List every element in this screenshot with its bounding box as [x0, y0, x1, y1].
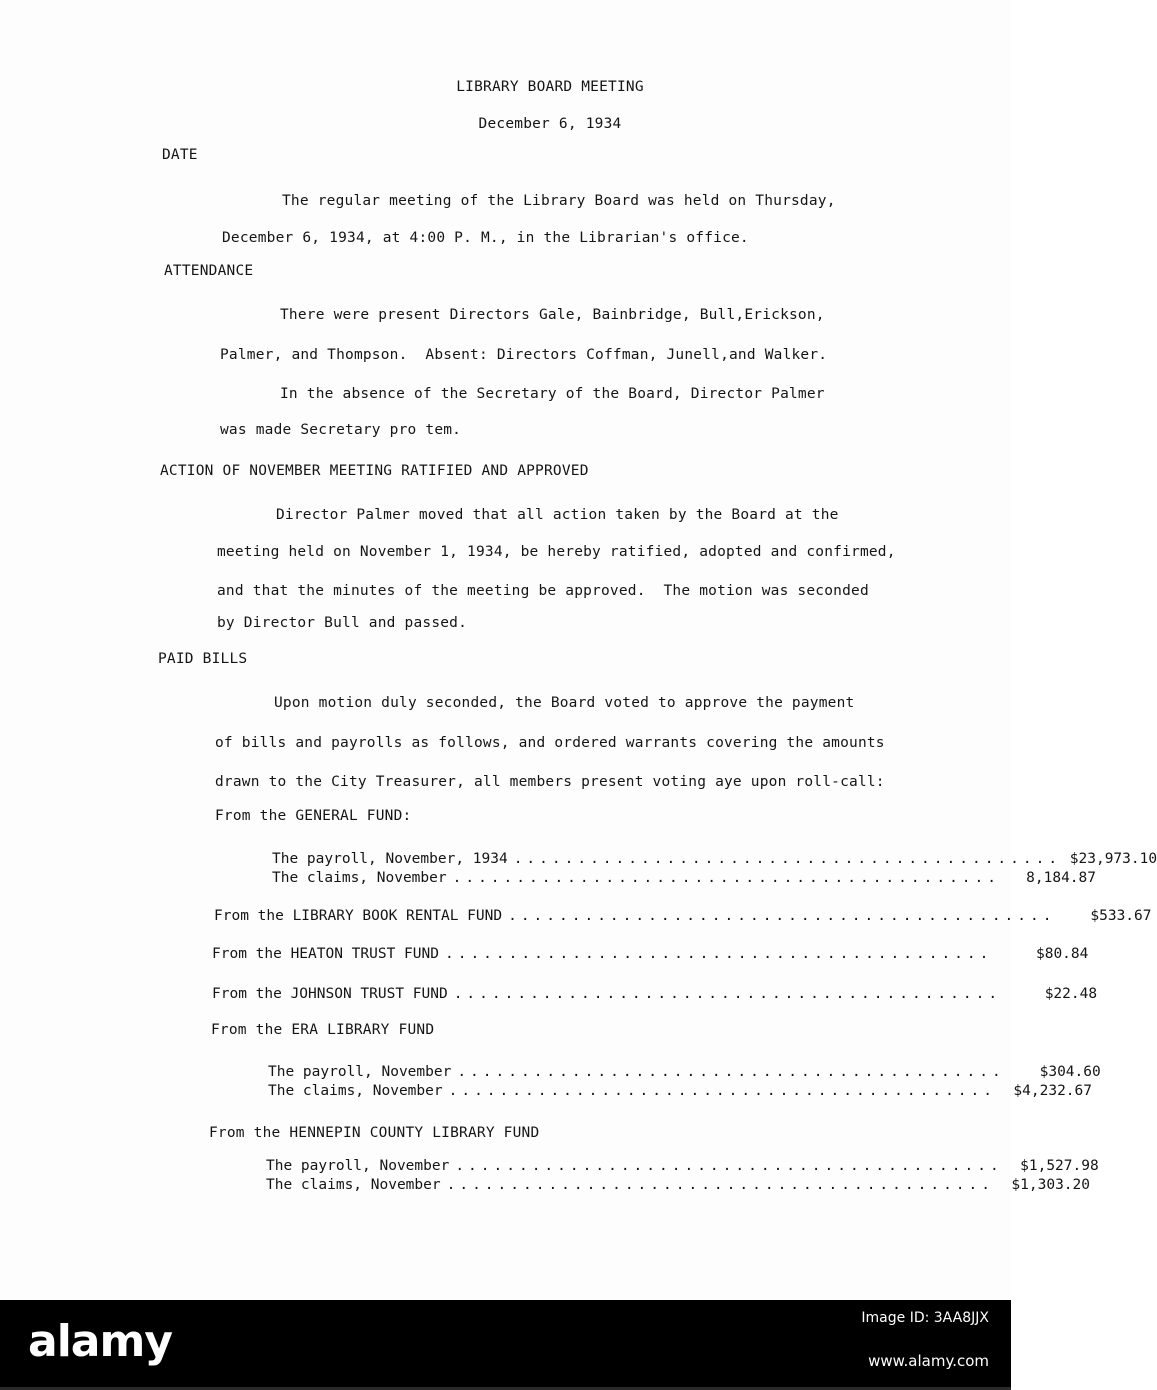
leader-dots: ........................................... — [452, 870, 1000, 886]
ledger-row — [268, 1082, 1092, 1100]
hennepin-fund-heading: From the HENNEPIN COUNTY LIBRARY FUND — [209, 1125, 540, 1141]
action-line-3: and that the minutes of the meeting be approved. The motion was seconded — [217, 583, 869, 599]
paid-bills-line-1: Upon motion duly seconded, the Board voted to approve the payment — [274, 695, 855, 711]
heading-action: ACTION OF NOVEMBER MEETING RATIFIED AND APPROVED — [160, 463, 589, 479]
paid-bills-line-3: drawn to the City Treasurer, all members present voting aye upon roll-call: — [215, 774, 885, 790]
ledger-label: From the HEATON TRUST FUND — [212, 946, 439, 962]
heading-date: DATE — [162, 147, 198, 163]
site-url: www.alamy.com — [868, 1352, 989, 1370]
paid-bills-line-2: of bills and payrolls as follows, and ordered warrants covering the amounts — [215, 735, 885, 751]
ledger-amount: $1,303.20 — [1011, 1177, 1090, 1193]
leader-dots: ........................................... — [513, 851, 1062, 867]
ledger-amount: $4,232.67 — [1013, 1083, 1092, 1099]
attendance-line-3: In the absence of the Secretary of the Board, Director Palmer — [280, 386, 825, 402]
leader-dots: ........................................... — [455, 1158, 1003, 1174]
era-fund-heading: From the ERA LIBRARY FUND — [211, 1022, 435, 1038]
ledger-label: The payroll, November, 1934 — [272, 851, 508, 867]
ledger-row — [272, 850, 1157, 868]
leader-dots: ........................................... — [508, 908, 1056, 924]
image-id-label: Image ID: 3AA8JJX — [861, 1310, 989, 1326]
ledger-row — [266, 1157, 1099, 1175]
meeting-title: LIBRARY BOARD MEETING — [456, 79, 644, 95]
ledger-label: From the JOHNSON TRUST FUND — [212, 986, 448, 1002]
ledger-label: The claims, November — [268, 1083, 443, 1099]
leader-dots: ........................................... — [457, 1064, 1005, 1080]
leader-dots: ........................................... — [448, 1083, 996, 1099]
action-line-1: Director Palmer moved that all action taken by the Board at the — [276, 507, 839, 523]
leader-dots: ........................................... — [453, 986, 1002, 1002]
general-fund-heading: From the GENERAL FUND: — [215, 808, 412, 824]
book-rental-ledger — [214, 907, 1152, 927]
ledger-row — [212, 985, 1098, 1003]
date-line-2: December 6, 1934, at 4:00 P. M., in the Librarian's office. — [222, 230, 749, 246]
leader-dots: ........................................... — [444, 946, 993, 962]
alamy-logo: alamy — [28, 1316, 172, 1367]
meeting-date: December 6, 1934 — [478, 116, 622, 132]
johnson-ledger — [212, 985, 1098, 1005]
heading-attendance: ATTENDANCE — [164, 263, 254, 279]
attendance-line-1: There were present Directors Gale, Bainbridge, Bull,Erickson, — [280, 307, 825, 323]
action-line-2: meeting held on November 1, 1934, be hereby ratified, adopted and confirmed, — [217, 544, 896, 560]
ledger-label: From the LIBRARY BOOK RENTAL FUND — [214, 908, 503, 924]
ledger-amount: $533.67 — [1090, 908, 1152, 924]
ledger-amount: $1,527.98 — [1020, 1158, 1099, 1174]
ledger-amount: 8,184.87 — [1026, 870, 1096, 886]
attendance-line-2: Palmer, and Thompson. Absent: Directors Coffman, Junell,and Walker. — [220, 347, 828, 363]
ledger-amount: $304.60 — [1039, 1064, 1101, 1080]
ledger-row — [214, 907, 1152, 925]
attendance-line-4: was made Secretary pro tem. — [220, 422, 462, 438]
ledger-amount: $22.48 — [1044, 986, 1098, 1002]
era-fund-ledger — [268, 1063, 1101, 1103]
hennepin-fund-ledger — [266, 1157, 1099, 1197]
ledger-label: The claims, November — [272, 870, 447, 886]
heading-paid-bills: PAID BILLS — [158, 651, 248, 667]
ledger-label: The payroll, November — [268, 1064, 452, 1080]
action-line-4: by Director Bull and passed. — [217, 615, 468, 631]
ledger-row — [212, 945, 1089, 963]
ledger-row — [268, 1063, 1101, 1081]
date-line-1: The regular meeting of the Library Board was held on Thursday, — [282, 193, 836, 209]
ledger-label: The claims, November — [266, 1177, 441, 1193]
general-fund-ledger — [272, 850, 1157, 890]
heaton-ledger — [212, 945, 1089, 965]
ledger-amount: $23,973.10 — [1069, 851, 1157, 867]
watermark-banner — [0, 1300, 1011, 1390]
ledger-row — [272, 869, 1096, 887]
ledger-label: The payroll, November — [266, 1158, 450, 1174]
ledger-amount: $80.84 — [1035, 946, 1089, 962]
ledger-row — [266, 1176, 1090, 1194]
leader-dots: ........................................... — [446, 1177, 994, 1193]
